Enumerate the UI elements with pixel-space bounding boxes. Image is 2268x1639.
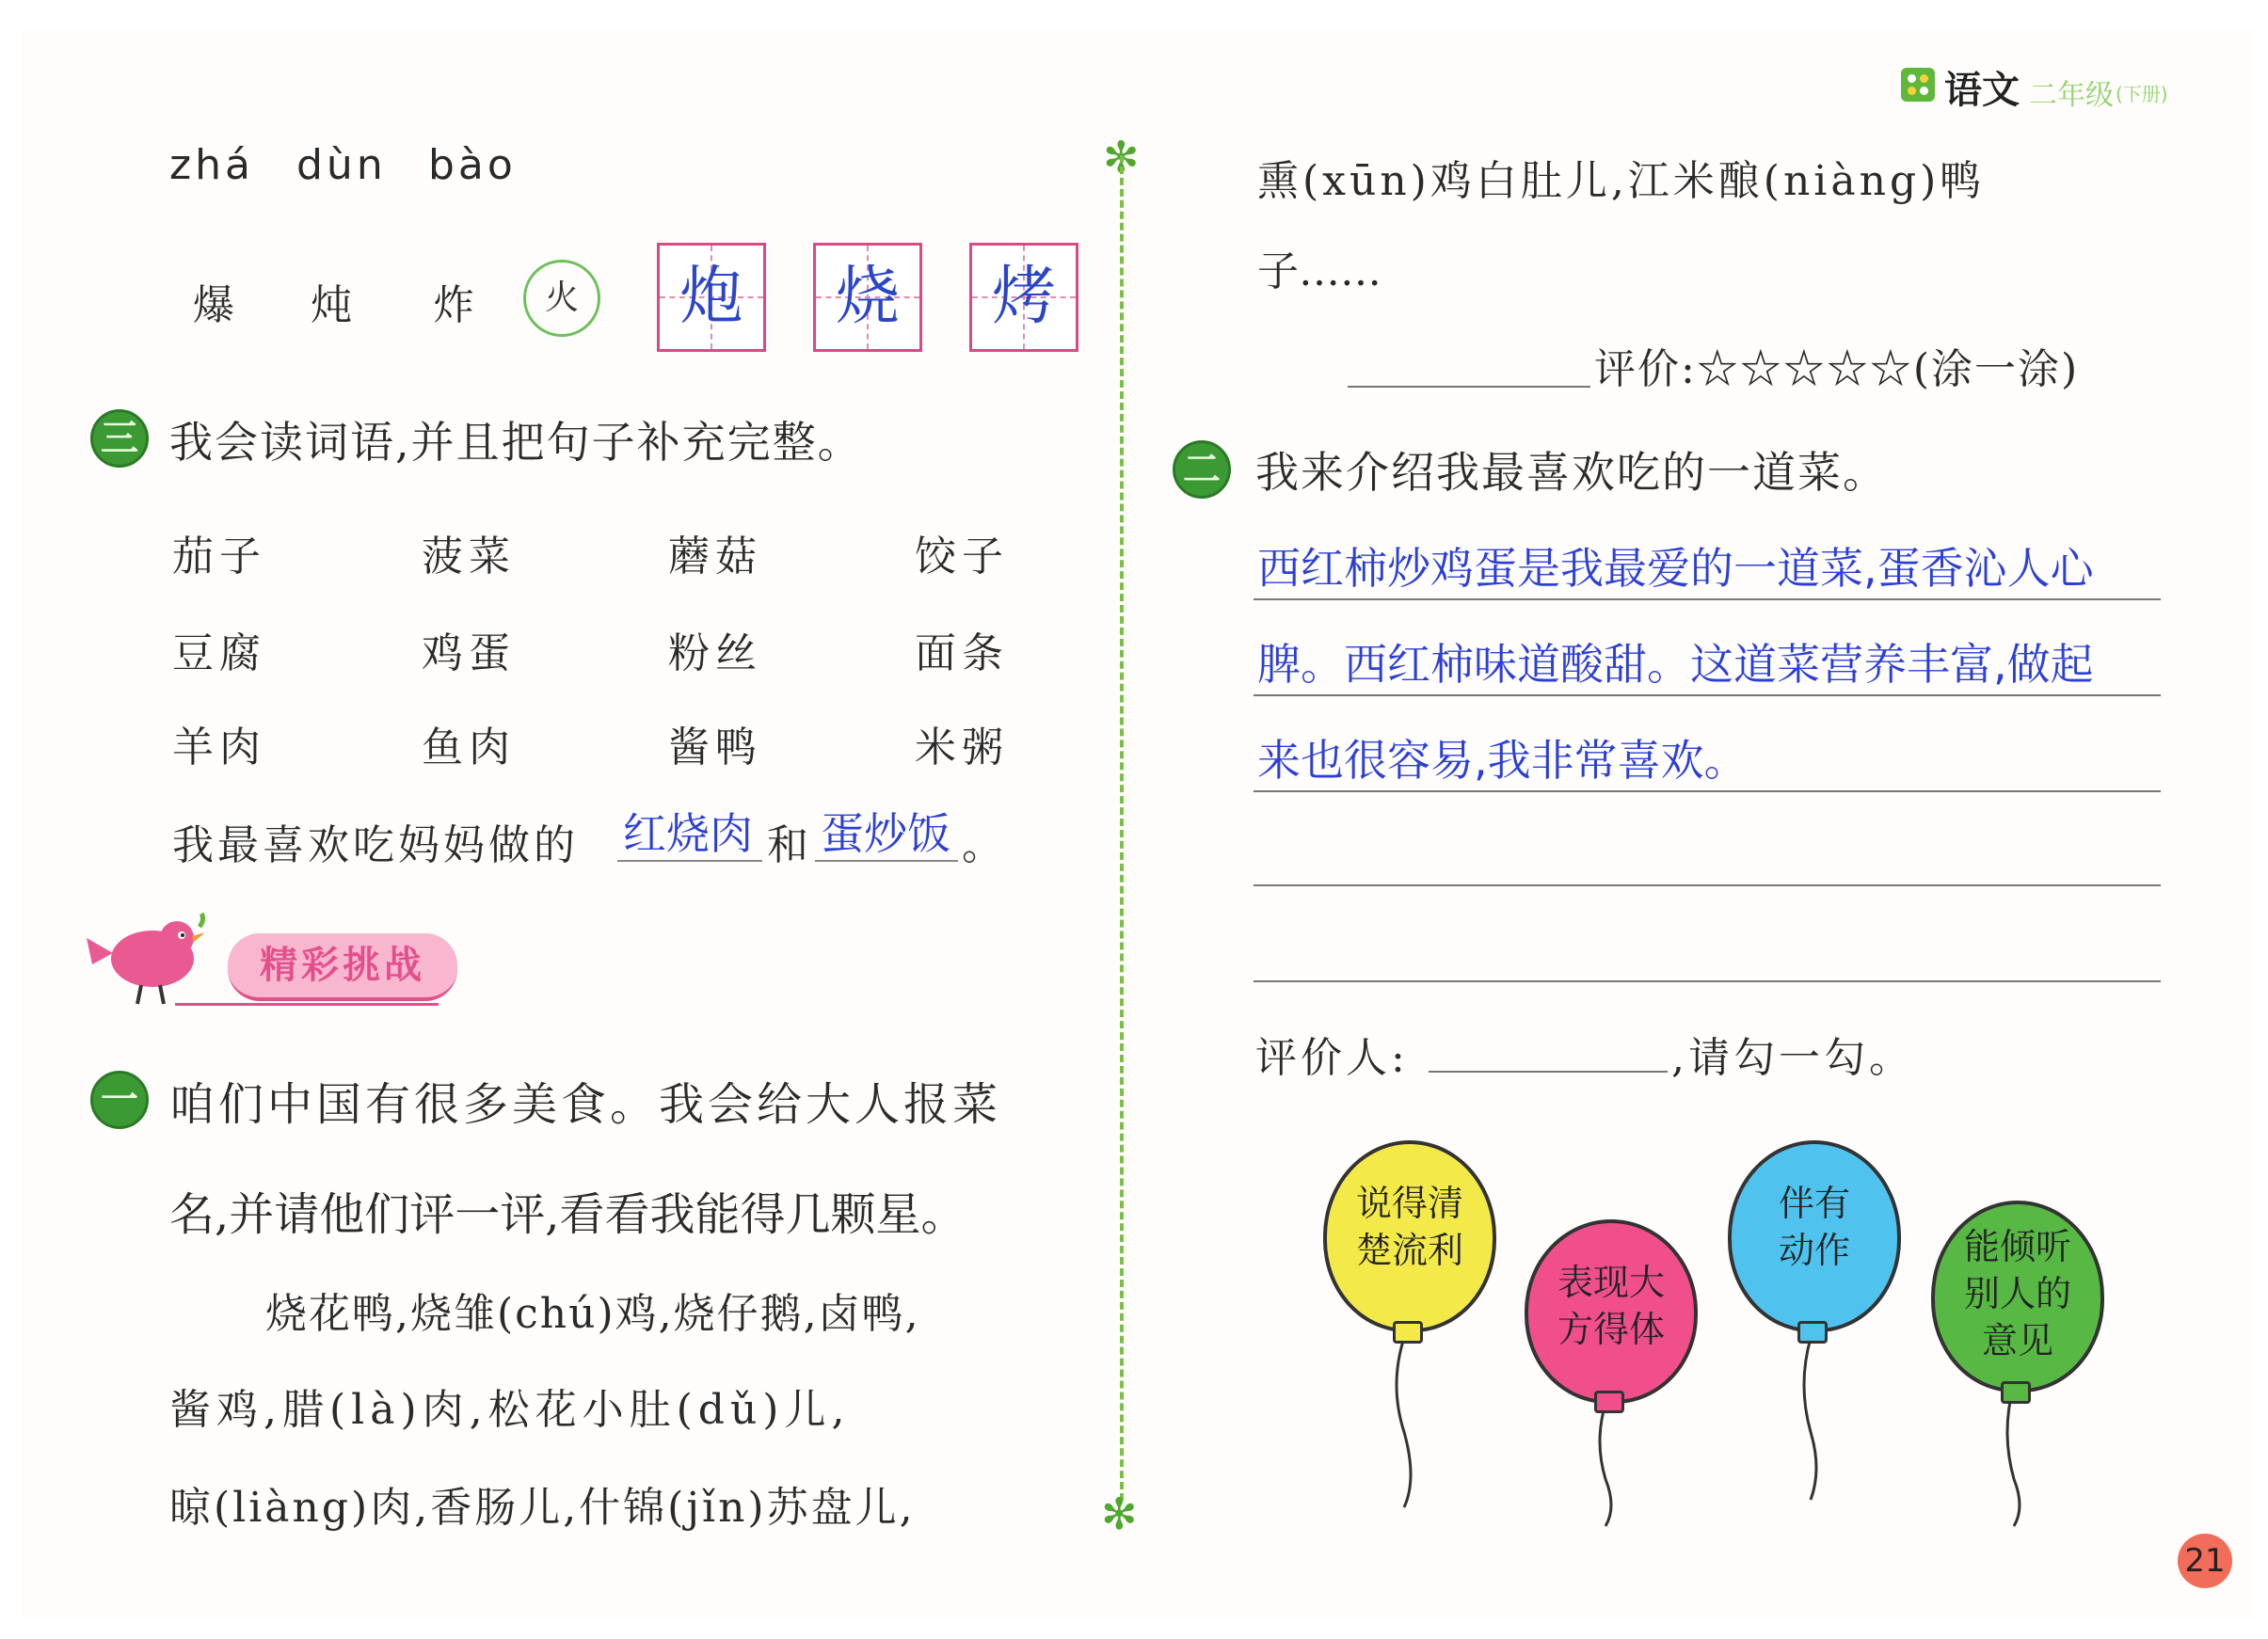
answer-box-3-text: 烤 — [991, 260, 1056, 334]
balloon-4-knot — [2001, 1381, 2031, 1404]
word-r3c3: 酱鸭 — [668, 724, 762, 772]
writing-line-5[interactable] — [1254, 980, 2161, 982]
rating-label: 评价:☆☆☆☆☆(涂一涂) — [1594, 345, 2080, 393]
word-r1c4: 饺子 — [915, 533, 1009, 581]
word-r1c1: 茄子 — [172, 533, 266, 581]
divider-flower-top-icon: ✻ — [1103, 132, 1140, 183]
section-1-line1: 咱们中国有很多美食。我会给大人报菜 — [169, 1078, 1002, 1131]
char-bao: 爆 — [193, 281, 234, 329]
word-r1c2: 菠菜 — [422, 533, 516, 581]
answer-box-1-text: 炮 — [679, 260, 743, 334]
reviewer-blank[interactable] — [1429, 1071, 1668, 1073]
page-number-badge — [2178, 1534, 2232, 1588]
answer-2-text: 蛋炒饭 — [821, 808, 950, 859]
balloon-4-line2: 别人的 — [1963, 1273, 2071, 1314]
answer-box-2-text: 烧 — [835, 260, 900, 334]
radical-circle — [523, 260, 600, 337]
reviewer-label: 评价人: — [1255, 1034, 1409, 1082]
word-r3c2: 鱼肉 — [422, 724, 516, 772]
subject-label: 语文 — [1944, 69, 2020, 112]
balloon-1-line2: 楚流利 — [1355, 1230, 1463, 1271]
section-1-line4: 酱鸡,腊(là)肉,松花小肚(dǔ)儿, — [169, 1386, 851, 1434]
word-r3c1: 羊肉 — [172, 724, 266, 772]
grade-label: 二年级 — [2029, 79, 2114, 112]
char-zha: 炸 — [433, 281, 474, 329]
balloon-1-knot — [1393, 1321, 1423, 1344]
bird-icon — [85, 908, 207, 1010]
word-r2c4: 面条 — [915, 629, 1009, 677]
section-1-line3: 烧花鸭,烧雏(chú)鸡,烧仔鹅,卤鸭, — [265, 1290, 920, 1338]
radical-char: 火 — [544, 278, 579, 317]
word-r1c3: 蘑菇 — [668, 533, 762, 581]
word-r2c1: 豆腐 — [172, 629, 266, 677]
section-1-badge: 一 — [90, 1071, 149, 1129]
balloon-listens[interactable] — [1931, 1201, 2104, 1392]
answer-box-3[interactable] — [969, 243, 1078, 352]
word-r2c2: 鸡蛋 — [422, 629, 516, 677]
word-r3c4: 米粥 — [915, 724, 1009, 772]
balloon-2-line1: 表现大 — [1557, 1262, 1665, 1303]
answer-1-text: 红烧肉 — [623, 808, 753, 859]
section-1-line5: 晾(liàng)肉,香肠儿,什锦(jǐn)苏盘儿, — [169, 1484, 916, 1532]
rating-blank[interactable] — [1348, 386, 1590, 388]
column-divider — [1120, 155, 1124, 1501]
answer-line-3: 来也很容易,我非常喜欢。 — [1257, 735, 1748, 786]
word-r2c3: 粉丝 — [668, 629, 762, 677]
balloon-clear-fluent[interactable] — [1323, 1140, 1496, 1332]
answer-line-2: 脾。西红柿味道酸甜。这道菜营养丰富,做起 — [1257, 639, 2094, 690]
balloon-3-knot — [1797, 1321, 1828, 1344]
challenge-label: 精彩挑战 — [260, 944, 425, 987]
right-cont-line2: 子…… — [1257, 247, 1382, 295]
answer-box-2[interactable] — [813, 243, 922, 352]
pinyin-bao: bào — [428, 141, 517, 189]
section-3-title: 我会读词语,并且把句子补充完整。 — [169, 417, 863, 468]
reviewer-suffix: ,请勾一勾。 — [1671, 1034, 1914, 1082]
writing-line-4[interactable] — [1254, 884, 2161, 886]
section-2-badge: 二 — [1173, 440, 1231, 499]
char-dun: 炖 — [311, 281, 352, 329]
divider-flower-bottom-icon: ✻ — [1101, 1488, 1138, 1539]
balloon-3-line2: 动作 — [1778, 1230, 1850, 1271]
volume-label: (下册) — [2116, 83, 2168, 105]
sentence-end: 。 — [962, 821, 1003, 869]
balloon-2-line2: 方得体 — [1557, 1309, 1665, 1350]
sentence-prefix: 我最喜欢吃妈妈做的 — [172, 821, 579, 869]
balloon-4-line3: 意见 — [1981, 1320, 2053, 1361]
challenge-underline — [175, 1003, 439, 1006]
page-number: 21 — [2184, 1542, 2226, 1580]
pinyin-dun: dùn — [296, 141, 387, 189]
balloon-1-line1: 说得清 — [1355, 1183, 1463, 1224]
book-icon — [1901, 68, 1935, 102]
answer-line-1: 西红柿炒鸡蛋是我最爱的一道菜,蛋香沁人心 — [1257, 543, 2094, 594]
pinyin-zha: zhá — [169, 141, 254, 189]
balloon-3-line1: 伴有 — [1778, 1183, 1850, 1224]
answer-box-1[interactable] — [657, 243, 766, 352]
right-cont-line1: 熏(xūn)鸡白肚儿,江米酿(niàng)鸭 — [1257, 157, 1986, 205]
section-3-badge: 三 — [90, 409, 149, 468]
section-1-line2: 名,并请他们评一评,看看我能得几颗星。 — [169, 1188, 966, 1241]
balloon-2-knot — [1594, 1391, 1624, 1413]
writing-line-1[interactable] — [1254, 598, 2161, 600]
balloon-4-line1: 能倾听 — [1963, 1226, 2071, 1267]
balloon-poised[interactable] — [1525, 1219, 1698, 1404]
balloon-gestures[interactable] — [1728, 1140, 1901, 1332]
sentence-conj: 和 — [767, 821, 808, 869]
challenge-banner — [228, 933, 457, 1001]
section-2-title: 我来介绍我最喜欢吃的一道菜。 — [1255, 447, 1888, 498]
writing-line-3[interactable] — [1254, 790, 2161, 792]
writing-line-2[interactable] — [1254, 694, 2161, 696]
